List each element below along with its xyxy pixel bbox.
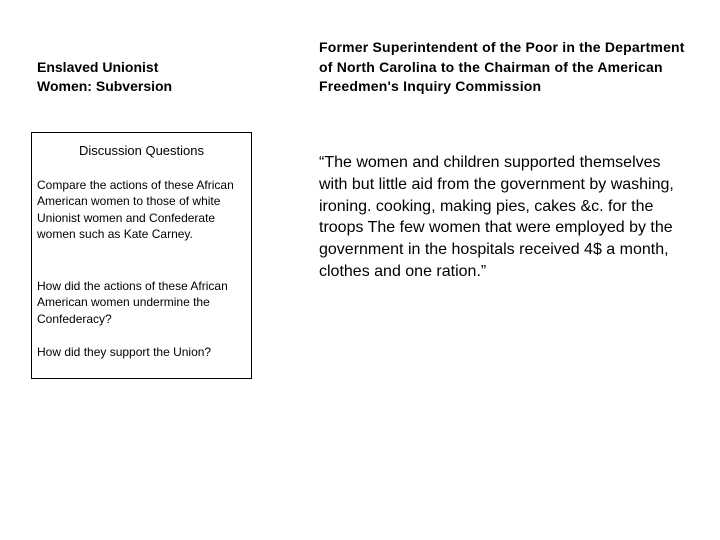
source-attribution: Former Superintendent of the Poor in the Department of North Carolina to the Chairman of the American Freedmen's Inquiry Commission (319, 39, 685, 94)
discussion-questions-box (31, 132, 252, 379)
discussion-question-1: Compare the actions of these African American women to those of white Unionist women and Confederate women such as Kate Carney. (37, 178, 234, 242)
slide-title-line-2: Women: Subversion (37, 78, 173, 94)
discussion-questions-heading: Discussion Questions (79, 143, 204, 158)
discussion-question-2: How did the actions of these African American women undermine the Confederacy? (37, 279, 228, 326)
slide-title (37, 58, 237, 96)
primary-source-quote: “The women and children supported themselves with but little aid from the government by washing, ironing. cooking, making pies, cakes &c. for the troops The few women that were employed by the government in the hospitals received 4$ a month, clothes and one ration.” (319, 154, 674, 280)
discussion-question-3: How did they support the Union? (37, 345, 212, 359)
slide-title-line-1: Enslaved Unionist (37, 59, 159, 75)
